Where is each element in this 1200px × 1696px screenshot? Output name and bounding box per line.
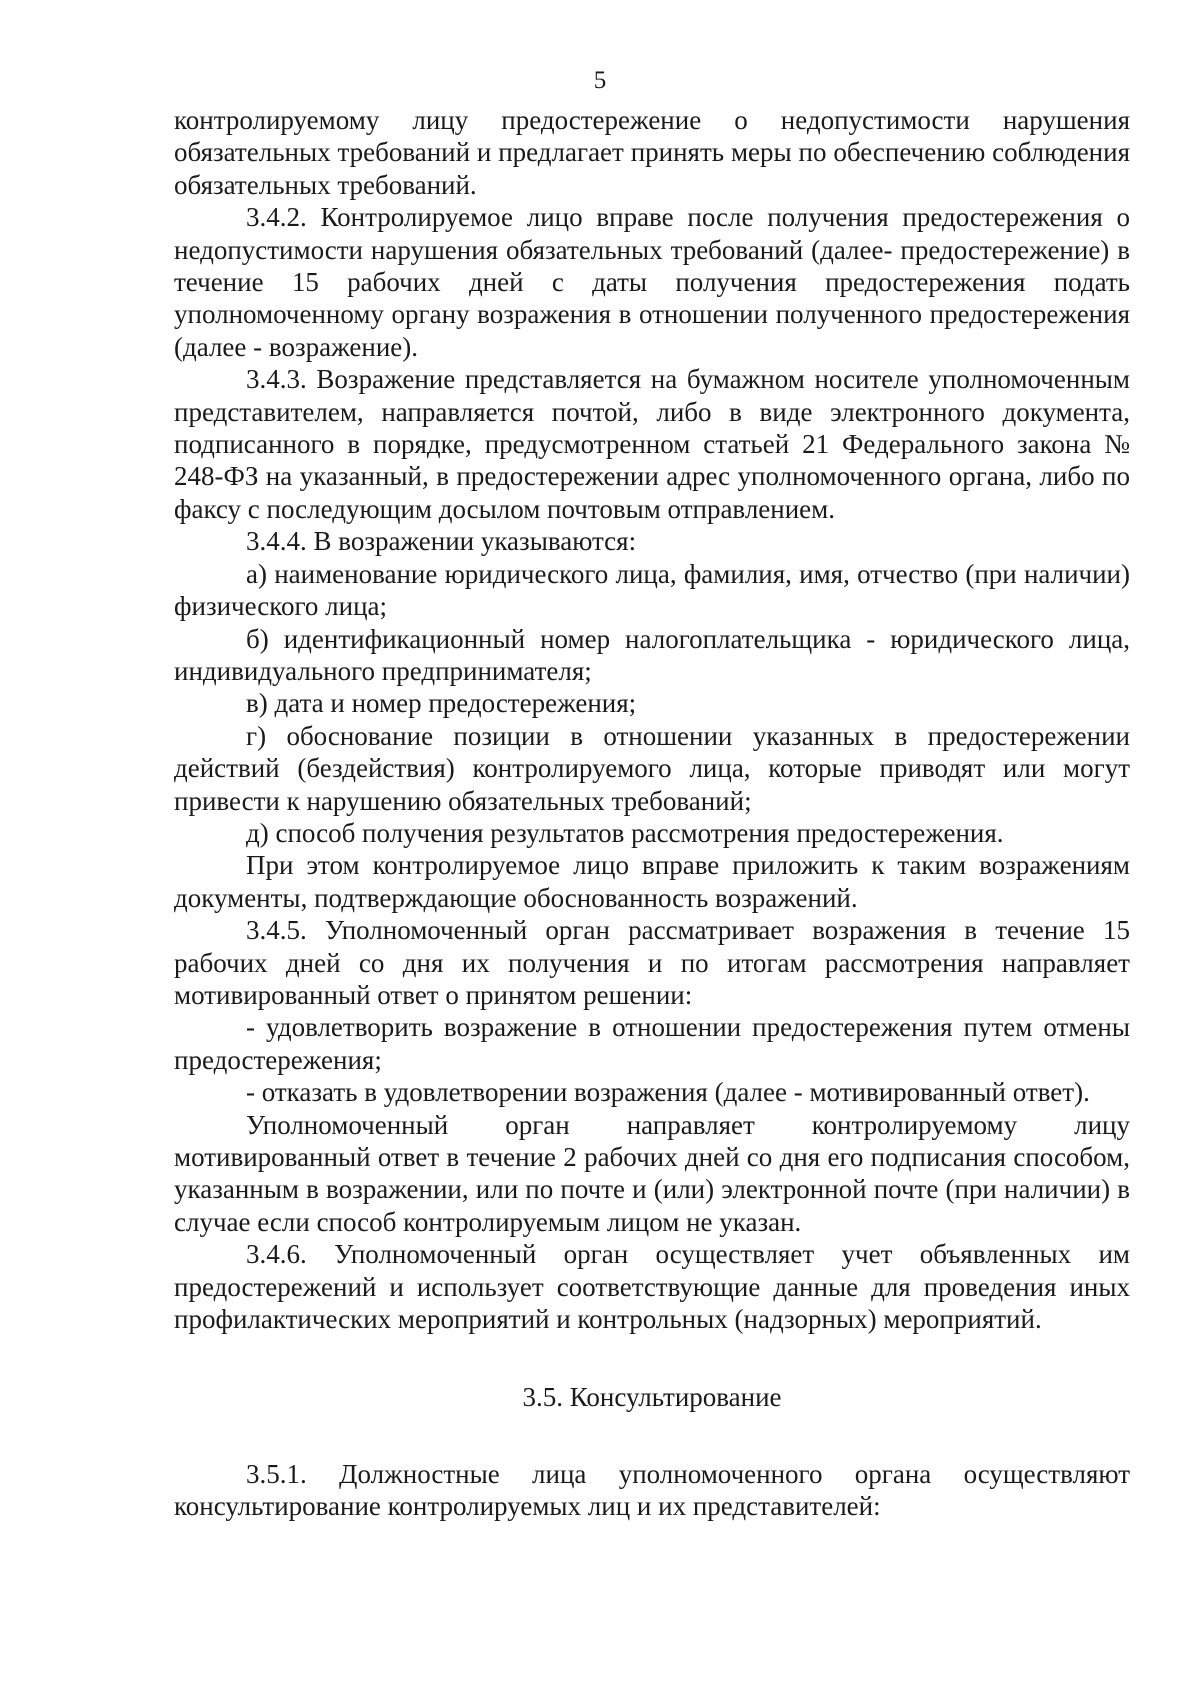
page-number: 5: [593, 67, 607, 94]
section-heading: 3.5. Консультирование: [522, 1382, 782, 1413]
list-item-g: г) обоснование позиции в отношении указанных в предостережении действий (бездействия) контролируемого лица, которые приводят или могут привести к нарушению обязательных требований;: [174, 720, 1130, 816]
paragraph-3-4-5: 3.4.5. Уполномоченный орган рассматривает возражения в течение 15 рабочих дней со дня их получения и по итогам рассмотрения направляет мотивированный ответ о принятом решении:: [174, 915, 1130, 1010]
list-item-v: в) дата и номер предостережения;: [246, 688, 637, 719]
list-item-refuse: - отказать в удовлетворении возражения (далее - мотивированный ответ).: [246, 1077, 1090, 1108]
paragraph-attachments: При этом контролируемое лицо вправе приложить к таким возражениям документы, подтверждающие обоснованность возражений.: [174, 850, 1130, 913]
paragraph-3-4-2: 3.4.2. Контролируемое лицо вправе после получения предостережения о недопустимости нарушения обязательных требований (далее- предостережение) в течение 15 рабочих дней с даты получения предостережения подать уполномоченному органу возражения в отношении полученного предостережения (далее - возражение).: [174, 202, 1130, 362]
list-item-d: д) способ получения результатов рассмотрения предостережения.: [246, 817, 1004, 848]
paragraph-3-4-6: 3.4.6. Уполномоченный орган осуществляет учет объявленных им предостережений и использует соответствующие данные для проведения иных профилактических мероприятий и контрольных (надзорных) мероприятий.: [174, 1239, 1130, 1335]
paragraph-continuation: контролируемому лицу предостережение о недопустимости нарушения обязательных требований и предлагает принять меры по обеспечению соблюдения обязательных требований.: [174, 105, 1130, 200]
paragraph-3-4-3: 3.4.3. Возражение представляется на бумажном носителе уполномоченным представителем, направляется почтой, либо в виде электронного документа, подписанного в порядке, предусмотренном статьей 21 Федерального закона № 248-ФЗ на указанный, в предостережении адрес уполномоченного органа, либо по факсу с последующим досылом почтовым отправлением.: [174, 364, 1130, 524]
list-item-satisfy: - удовлетворить возражение в отношении предостережения путем отмены предостережения;: [174, 1012, 1130, 1075]
list-item-a: а) наименование юридического лица, фамилия, имя, отчество (при наличии) физического лица;: [174, 558, 1130, 622]
paragraph-response: Уполномоченный орган направляет контролируемому лицу мотивированный ответ в течение 2 рабочих дней со дня его подписания способом, указанным в возражении, или по почте и (или) электронной почте (при наличии) в случае если способ контролируемым лицом не указан.: [174, 1109, 1130, 1237]
list-item-b: б) идентификационный номер налогоплательщика - юридического лица, индивидуального предпринимателя;: [174, 623, 1130, 686]
paragraph-3-5-1: 3.5.1. Должностные лица уполномоченного органа осуществляют консультирование контролируемых лиц и их представителей:: [174, 1458, 1130, 1522]
paragraph-3-4-4: 3.4.4. В возражении указываются:: [246, 526, 637, 557]
document-body: [174, 104, 1130, 1523]
